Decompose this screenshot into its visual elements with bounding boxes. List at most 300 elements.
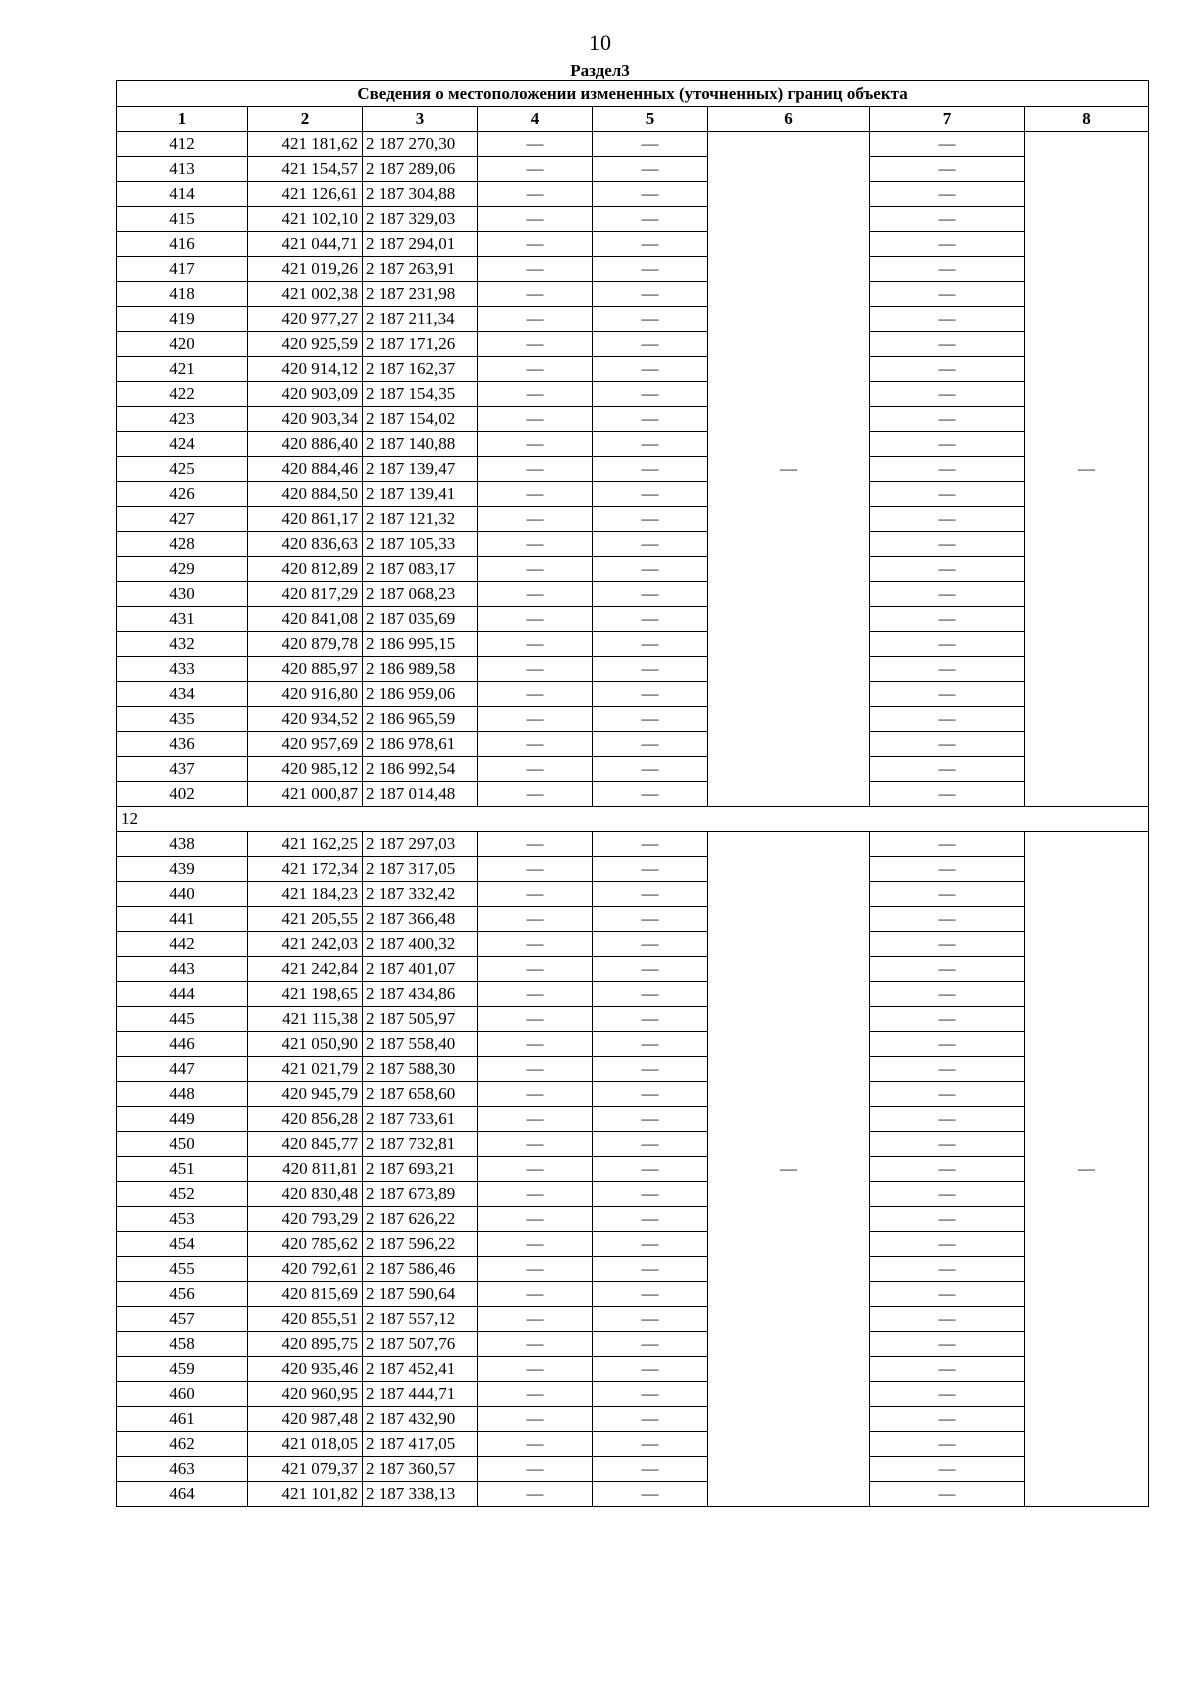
coord-x: 420 785,62	[248, 1232, 363, 1257]
cell-col5: —	[593, 307, 708, 332]
point-number: 463	[117, 1457, 248, 1482]
cell-col5: —	[593, 357, 708, 382]
table-row	[117, 1032, 1149, 1057]
point-number: 448	[117, 1082, 248, 1107]
cell-col4: —	[478, 482, 593, 507]
cell-col5: —	[593, 1332, 708, 1357]
cell-col7: —	[870, 957, 1025, 982]
cell-col4: —	[478, 507, 593, 532]
point-number: 447	[117, 1057, 248, 1082]
point-number: 450	[117, 1132, 248, 1157]
table-row	[117, 157, 1149, 182]
cell-col4: —	[478, 1207, 593, 1232]
cell-col4: —	[478, 1157, 593, 1182]
cell-col5: —	[593, 407, 708, 432]
point-number: 457	[117, 1307, 248, 1332]
point-number: 436	[117, 732, 248, 757]
table-row	[117, 832, 1149, 857]
point-number: 425	[117, 457, 248, 482]
coord-x: 420 884,50	[248, 482, 363, 507]
point-number: 422	[117, 382, 248, 407]
coord-x: 420 879,78	[248, 632, 363, 657]
coord-x: 420 811,81	[248, 1157, 363, 1182]
point-number: 430	[117, 582, 248, 607]
coord-y: 2 187 434,86	[363, 982, 478, 1007]
point-number: 413	[117, 157, 248, 182]
cell-col7: —	[870, 782, 1025, 807]
cell-col7: —	[870, 1332, 1025, 1357]
cell-col7: —	[870, 1382, 1025, 1407]
coord-y: 2 187 211,34	[363, 307, 478, 332]
coord-x: 420 815,69	[248, 1282, 363, 1307]
coord-y: 2 186 965,59	[363, 707, 478, 732]
table-row	[117, 457, 1149, 482]
table-row	[117, 1157, 1149, 1182]
coord-y: 2 187 338,13	[363, 1482, 478, 1507]
cell-col5: —	[593, 232, 708, 257]
cell-col7: —	[870, 1282, 1025, 1307]
table-row	[117, 132, 1149, 157]
cell-col5: —	[593, 557, 708, 582]
cell-col4: —	[478, 357, 593, 382]
coord-x: 420 836,63	[248, 532, 363, 557]
table-row	[117, 1332, 1149, 1357]
coord-y: 2 187 083,17	[363, 557, 478, 582]
cell-col5: —	[593, 1182, 708, 1207]
cell-col7: —	[870, 332, 1025, 357]
cell-col4: —	[478, 607, 593, 632]
coord-y: 2 187 590,64	[363, 1282, 478, 1307]
cell-col7: —	[870, 1432, 1025, 1457]
cell-col7: —	[870, 1407, 1025, 1432]
table-row	[117, 1282, 1149, 1307]
coord-y: 2 187 432,90	[363, 1407, 478, 1432]
point-number: 434	[117, 682, 248, 707]
point-number: 421	[117, 357, 248, 382]
coord-x: 420 903,09	[248, 382, 363, 407]
cell-col7: —	[870, 1107, 1025, 1132]
table-row	[117, 507, 1149, 532]
table-row	[117, 532, 1149, 557]
cell-col5: —	[593, 182, 708, 207]
point-number: 456	[117, 1282, 248, 1307]
cell-col7: —	[870, 907, 1025, 932]
cell-col8: —	[1025, 832, 1149, 1507]
coord-y: 2 187 329,03	[363, 207, 478, 232]
table-row	[117, 482, 1149, 507]
cell-col7: —	[870, 682, 1025, 707]
table-row	[117, 982, 1149, 1007]
point-number: 458	[117, 1332, 248, 1357]
cell-col7: —	[870, 857, 1025, 882]
cell-col4: —	[478, 857, 593, 882]
cell-col7: —	[870, 282, 1025, 307]
cell-col4: —	[478, 1457, 593, 1482]
cell-col5: —	[593, 1357, 708, 1382]
cell-col7: —	[870, 457, 1025, 482]
cell-col5: —	[593, 1482, 708, 1507]
coord-x: 420 855,51	[248, 1307, 363, 1332]
coord-y: 2 187 596,22	[363, 1232, 478, 1257]
cell-col7: —	[870, 1182, 1025, 1207]
cell-col5: —	[593, 632, 708, 657]
coord-x: 421 102,10	[248, 207, 363, 232]
coord-y: 2 187 588,30	[363, 1057, 478, 1082]
cell-col7: —	[870, 1032, 1025, 1057]
point-number: 452	[117, 1182, 248, 1207]
table-row	[117, 1132, 1149, 1157]
coord-y: 2 187 289,06	[363, 157, 478, 182]
coord-y: 2 186 978,61	[363, 732, 478, 757]
cell-col5: —	[593, 682, 708, 707]
coord-x: 420 987,48	[248, 1407, 363, 1432]
table-row	[117, 1357, 1149, 1382]
coord-x: 421 115,38	[248, 1007, 363, 1032]
coord-x: 420 916,80	[248, 682, 363, 707]
point-number: 426	[117, 482, 248, 507]
coord-y: 2 187 733,61	[363, 1107, 478, 1132]
coord-x: 420 792,61	[248, 1257, 363, 1282]
point-number: 416	[117, 232, 248, 257]
coord-y: 2 187 673,89	[363, 1182, 478, 1207]
coord-y: 2 187 558,40	[363, 1032, 478, 1057]
cell-col7: —	[870, 557, 1025, 582]
table-row	[117, 182, 1149, 207]
cell-col4: —	[478, 782, 593, 807]
table-row	[117, 1257, 1149, 1282]
cell-col5: —	[593, 1457, 708, 1482]
coord-x: 421 002,38	[248, 282, 363, 307]
coord-x: 421 242,84	[248, 957, 363, 982]
cell-col5: —	[593, 932, 708, 957]
cell-col5: —	[593, 857, 708, 882]
coord-x: 420 845,77	[248, 1132, 363, 1157]
cell-col5: —	[593, 157, 708, 182]
cell-col7: —	[870, 1157, 1025, 1182]
cell-col4: —	[478, 582, 593, 607]
point-number: 420	[117, 332, 248, 357]
cell-col5: —	[593, 1407, 708, 1432]
point-number: 427	[117, 507, 248, 532]
cell-col4: —	[478, 1257, 593, 1282]
cell-col5: —	[593, 332, 708, 357]
cell-col7: —	[870, 507, 1025, 532]
cell-col5: —	[593, 1307, 708, 1332]
cell-col5: —	[593, 957, 708, 982]
cell-col5: —	[593, 657, 708, 682]
cell-col5: —	[593, 782, 708, 807]
cell-col4: —	[478, 1407, 593, 1432]
column-header: 4	[478, 107, 593, 132]
cell-col4: —	[478, 707, 593, 732]
table-row	[117, 382, 1149, 407]
cell-col4: —	[478, 682, 593, 707]
cell-col7: —	[870, 1257, 1025, 1282]
coord-x: 421 205,55	[248, 907, 363, 932]
table-row	[117, 1482, 1149, 1507]
table-row	[117, 607, 1149, 632]
coord-y: 2 187 658,60	[363, 1082, 478, 1107]
cell-col7: —	[870, 1357, 1025, 1382]
cell-col7: —	[870, 757, 1025, 782]
cell-col4: —	[478, 1232, 593, 1257]
point-number: 460	[117, 1382, 248, 1407]
cell-col7: —	[870, 607, 1025, 632]
coord-x: 421 050,90	[248, 1032, 363, 1057]
cell-col7: —	[870, 182, 1025, 207]
cell-col4: —	[478, 1182, 593, 1207]
cell-col7: —	[870, 1207, 1025, 1232]
cell-col4: —	[478, 1082, 593, 1107]
cell-col4: —	[478, 732, 593, 757]
point-number: 428	[117, 532, 248, 557]
cell-col5: —	[593, 507, 708, 532]
cell-col4: —	[478, 132, 593, 157]
cell-col5: —	[593, 1207, 708, 1232]
cell-col7: —	[870, 1232, 1025, 1257]
cell-col7: —	[870, 1307, 1025, 1332]
cell-col7: —	[870, 1057, 1025, 1082]
cell-col4: —	[478, 1332, 593, 1357]
table-row	[117, 757, 1149, 782]
coord-y: 2 187 139,47	[363, 457, 478, 482]
cell-col5: —	[593, 1432, 708, 1457]
coord-x: 420 793,29	[248, 1207, 363, 1232]
table-row	[117, 1382, 1149, 1407]
coord-x: 420 977,27	[248, 307, 363, 332]
point-number: 432	[117, 632, 248, 657]
cell-col4: —	[478, 557, 593, 582]
coord-y: 2 186 995,15	[363, 632, 478, 657]
table-row	[117, 357, 1149, 382]
table-row	[117, 1232, 1149, 1257]
coord-y: 2 187 297,03	[363, 832, 478, 857]
point-number: 402	[117, 782, 248, 807]
coord-x: 420 856,28	[248, 1107, 363, 1132]
table-row	[117, 707, 1149, 732]
coord-y: 2 187 452,41	[363, 1357, 478, 1382]
table-row	[117, 682, 1149, 707]
cell-col8: —	[1025, 132, 1149, 807]
cell-col7: —	[870, 932, 1025, 957]
point-number: 440	[117, 882, 248, 907]
cell-col5: —	[593, 732, 708, 757]
coord-y: 2 187 270,30	[363, 132, 478, 157]
group-separator-row	[117, 807, 1149, 832]
cell-col5: —	[593, 607, 708, 632]
cell-col5: —	[593, 432, 708, 457]
cell-col5: —	[593, 207, 708, 232]
column-header: 3	[363, 107, 478, 132]
cell-col4: —	[478, 182, 593, 207]
cell-col5: —	[593, 1257, 708, 1282]
cell-col4: —	[478, 282, 593, 307]
table-row	[117, 582, 1149, 607]
point-number: 415	[117, 207, 248, 232]
cell-col7: —	[870, 157, 1025, 182]
coord-x: 420 886,40	[248, 432, 363, 457]
cell-col4: —	[478, 1032, 593, 1057]
cell-col4: —	[478, 207, 593, 232]
cell-col5: —	[593, 132, 708, 157]
point-number: 437	[117, 757, 248, 782]
coord-x: 421 198,65	[248, 982, 363, 1007]
coord-x: 420 945,79	[248, 1082, 363, 1107]
cell-col7: —	[870, 1457, 1025, 1482]
cell-col6: —	[708, 132, 870, 807]
cell-col7: —	[870, 482, 1025, 507]
cell-col4: —	[478, 1432, 593, 1457]
cell-col5: —	[593, 707, 708, 732]
cell-col4: —	[478, 832, 593, 857]
table-row	[117, 732, 1149, 757]
point-number: 441	[117, 907, 248, 932]
cell-col5: —	[593, 1282, 708, 1307]
table-row	[117, 1182, 1149, 1207]
coord-x: 420 812,89	[248, 557, 363, 582]
coord-x: 420 841,08	[248, 607, 363, 632]
coord-x: 420 817,29	[248, 582, 363, 607]
cell-col7: —	[870, 207, 1025, 232]
coord-y: 2 187 035,69	[363, 607, 478, 632]
table-row	[117, 1207, 1149, 1232]
cell-col7: —	[870, 257, 1025, 282]
table-row	[117, 1057, 1149, 1082]
cell-col7: —	[870, 407, 1025, 432]
cell-col4: —	[478, 382, 593, 407]
point-number: 417	[117, 257, 248, 282]
coord-y: 2 187 366,48	[363, 907, 478, 932]
coord-x: 420 925,59	[248, 332, 363, 357]
point-number: 419	[117, 307, 248, 332]
column-header-row	[117, 107, 1149, 132]
cell-col4: —	[478, 932, 593, 957]
coord-y: 2 187 014,48	[363, 782, 478, 807]
table-row	[117, 1407, 1149, 1432]
coord-x: 420 914,12	[248, 357, 363, 382]
point-number: 439	[117, 857, 248, 882]
coord-y: 2 186 992,54	[363, 757, 478, 782]
point-number: 414	[117, 182, 248, 207]
point-number: 423	[117, 407, 248, 432]
point-number: 453	[117, 1207, 248, 1232]
cell-col5: —	[593, 532, 708, 557]
cell-col4: —	[478, 407, 593, 432]
point-number: 429	[117, 557, 248, 582]
coord-x: 420 885,97	[248, 657, 363, 682]
cell-col5: —	[593, 907, 708, 932]
coord-y: 2 187 171,26	[363, 332, 478, 357]
cell-col4: —	[478, 1007, 593, 1032]
coord-x: 421 172,34	[248, 857, 363, 882]
cell-col7: —	[870, 982, 1025, 1007]
cell-col4: —	[478, 1107, 593, 1132]
column-header: 7	[870, 107, 1025, 132]
table-row	[117, 907, 1149, 932]
table-row	[117, 1082, 1149, 1107]
table-row	[117, 432, 1149, 457]
table-row	[117, 407, 1149, 432]
table-row	[117, 332, 1149, 357]
cell-col5: —	[593, 757, 708, 782]
table-row	[117, 657, 1149, 682]
table-row	[117, 857, 1149, 882]
cell-col7: —	[870, 732, 1025, 757]
coord-y: 2 187 360,57	[363, 1457, 478, 1482]
cell-col5: —	[593, 1057, 708, 1082]
coord-y: 2 187 444,71	[363, 1382, 478, 1407]
coord-x: 420 884,46	[248, 457, 363, 482]
cell-col4: —	[478, 1382, 593, 1407]
point-number: 461	[117, 1407, 248, 1432]
point-number: 412	[117, 132, 248, 157]
cell-col5: —	[593, 582, 708, 607]
cell-col7: —	[870, 132, 1025, 157]
coord-x: 420 985,12	[248, 757, 363, 782]
cell-col5: —	[593, 882, 708, 907]
cell-col4: —	[478, 957, 593, 982]
coordinates-table	[116, 80, 1149, 1507]
coord-y: 2 187 140,88	[363, 432, 478, 457]
coord-y: 2 187 068,23	[363, 582, 478, 607]
table-row	[117, 632, 1149, 657]
cell-col4: —	[478, 157, 593, 182]
column-header: 6	[708, 107, 870, 132]
coord-y: 2 187 693,21	[363, 1157, 478, 1182]
column-header: 5	[593, 107, 708, 132]
coord-y: 2 187 505,97	[363, 1007, 478, 1032]
point-number: 449	[117, 1107, 248, 1132]
cell-col4: —	[478, 632, 593, 657]
point-number: 433	[117, 657, 248, 682]
cell-col4: —	[478, 1282, 593, 1307]
coord-x: 421 162,25	[248, 832, 363, 857]
page-number: 10	[589, 30, 611, 55]
point-number: 455	[117, 1257, 248, 1282]
cell-col7: —	[870, 657, 1025, 682]
point-number: 431	[117, 607, 248, 632]
cell-col7: —	[870, 357, 1025, 382]
cell-col5: —	[593, 832, 708, 857]
table-row	[117, 207, 1149, 232]
coord-y: 2 187 317,05	[363, 857, 478, 882]
table-row	[117, 932, 1149, 957]
point-number: 438	[117, 832, 248, 857]
cell-col4: —	[478, 982, 593, 1007]
cell-col5: —	[593, 1157, 708, 1182]
point-number: 454	[117, 1232, 248, 1257]
coord-y: 2 187 417,05	[363, 1432, 478, 1457]
cell-col5: —	[593, 1007, 708, 1032]
cell-col4: —	[478, 257, 593, 282]
table-row	[117, 257, 1149, 282]
coord-x: 420 960,95	[248, 1382, 363, 1407]
cell-col4: —	[478, 1132, 593, 1157]
cell-col4: —	[478, 532, 593, 557]
coord-x: 420 895,75	[248, 1332, 363, 1357]
table-row	[117, 782, 1149, 807]
coord-x: 421 101,82	[248, 1482, 363, 1507]
cell-col7: —	[870, 707, 1025, 732]
cell-col5: —	[593, 482, 708, 507]
cell-col7: —	[870, 232, 1025, 257]
column-header: 8	[1025, 107, 1149, 132]
point-number: 418	[117, 282, 248, 307]
point-number: 462	[117, 1432, 248, 1457]
coord-y: 2 187 507,76	[363, 1332, 478, 1357]
column-header: 2	[248, 107, 363, 132]
coord-y: 2 187 332,42	[363, 882, 478, 907]
